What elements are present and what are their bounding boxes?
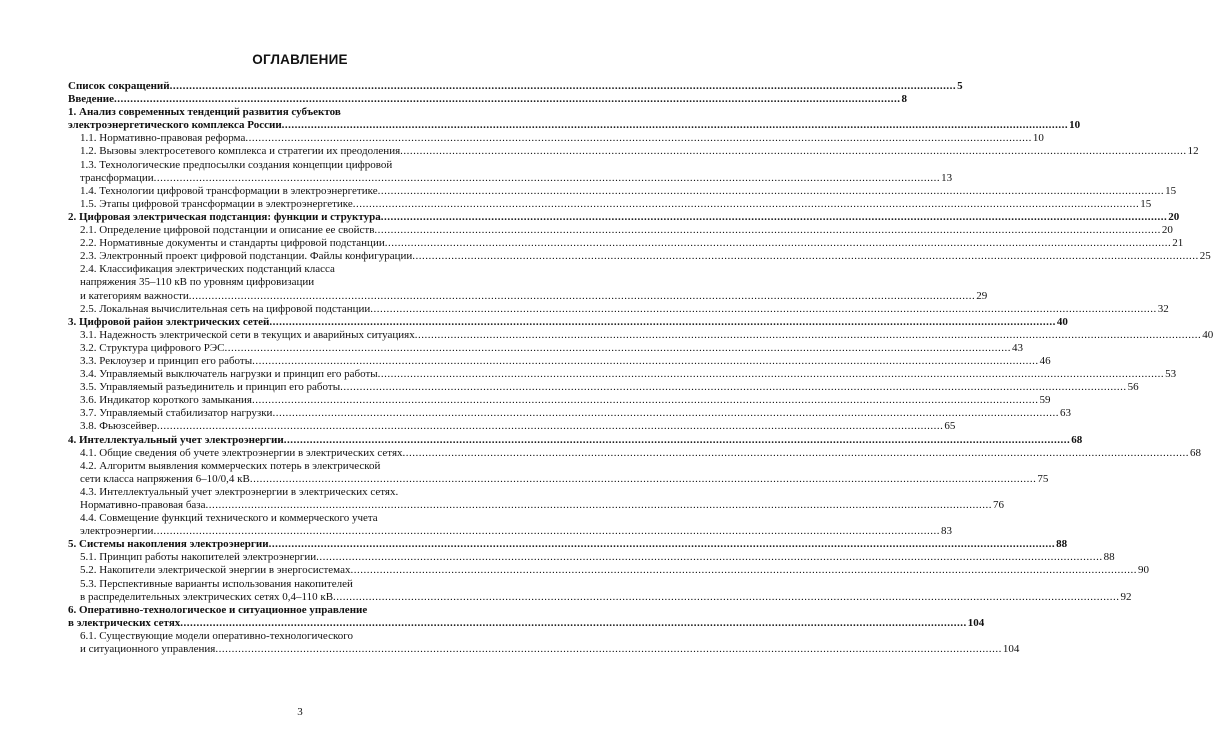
toc-page-number: 59 — [1039, 394, 1051, 407]
toc-page-number: 83 — [940, 525, 952, 538]
toc-section-entry[interactable] — [68, 341, 1023, 355]
toc-section-entry[interactable] — [68, 237, 1184, 250]
toc-page-number: 15 — [1165, 184, 1177, 197]
toc-entry-title: 2.2. Нормативные документы и стандарты цифровой подстанции — [80, 237, 385, 250]
toc-page-number: 40 — [1056, 315, 1068, 328]
toc-dot-leader — [189, 290, 976, 303]
toc-section-entry[interactable] — [68, 485, 1005, 512]
toc-page-number: 53 — [1165, 368, 1177, 381]
toc-chapter-entry[interactable] — [68, 315, 1068, 329]
toc-heading: ОГЛАВЛЕНИЕ — [252, 52, 348, 67]
toc-section-entry[interactable] — [68, 145, 1199, 158]
toc-dot-leader — [340, 381, 1127, 394]
toc-dot-leader — [170, 80, 957, 93]
toc-dot-leader — [282, 119, 1069, 132]
toc-chapter-entry[interactable] — [68, 603, 985, 630]
toc-dot-leader — [316, 551, 1103, 564]
toc-entry-title: Список сокращений — [68, 80, 170, 92]
toc-dot-leader — [378, 368, 1165, 381]
toc-dot-leader — [403, 447, 1190, 460]
toc-page-number: 43 — [1011, 341, 1023, 354]
toc-page-number: 20 — [1161, 224, 1173, 237]
toc-section-entry[interactable] — [68, 629, 1020, 656]
toc-entry-title: 1.5. Этапы цифровой трансформации в электроэнергетике — [80, 197, 353, 210]
toc-entry-title-line: 6.1. Существующие модели оперативно-технологического — [80, 629, 353, 642]
toc-dot-leader — [114, 93, 901, 106]
toc-entry-title: 4.1. Общие сведения об учете электроэнергии в электрических сетях — [80, 446, 403, 459]
toc-page-number: 92 — [1120, 590, 1132, 603]
toc-section-entry[interactable] — [68, 158, 953, 185]
toc-page-number: 104 — [1002, 643, 1020, 656]
toc-page-number: 21 — [1172, 237, 1184, 250]
toc-dot-leader — [157, 420, 944, 433]
toc-dot-leader — [412, 250, 1199, 263]
toc-entry-title: сети класса напряжения 6–10/0,4 кВ — [80, 472, 250, 485]
toc-section-entry[interactable] — [68, 551, 1115, 564]
toc-page-number: 104 — [967, 616, 985, 629]
toc-page-number: 65 — [944, 420, 956, 433]
toc-entry-title-line: 1. Анализ современных тенденций развития субъектов — [68, 106, 341, 119]
toc-dot-leader — [381, 211, 1168, 224]
toc-dot-leader — [400, 145, 1187, 158]
toc-entry-title: и категориям важности — [80, 289, 189, 302]
table-of-contents — [68, 80, 1213, 656]
toc-page-number: 10 — [1032, 132, 1044, 145]
toc-entry-title: трансформации — [80, 171, 154, 184]
toc-section-entry[interactable] — [68, 302, 1169, 316]
toc-entry-title: 3.1. Надежность электрической сети в текущих и аварийных ситуациях — [80, 328, 415, 341]
toc-page-number: 75 — [1037, 472, 1049, 485]
toc-page-number: 20 — [1168, 210, 1180, 223]
toc-page-number: 25 — [1199, 250, 1211, 263]
toc-page-number: 40 — [1202, 328, 1213, 341]
toc-entry-title: 2.1. Определение цифровой подстанции и описание ее свойств — [80, 224, 375, 237]
toc-section-entry[interactable] — [68, 368, 1177, 381]
toc-section-entry[interactable] — [68, 250, 1211, 263]
toc-entry-title: Нормативно-правовая база — [80, 499, 206, 511]
toc-section-entry[interactable] — [68, 197, 1152, 211]
toc-entry-title: электроэнергии — [80, 525, 154, 538]
toc-page-number: 68 — [1071, 433, 1083, 446]
toc-entry-title: 3.4. Управляемый выключатель нагрузки и принцип его работы — [80, 368, 378, 381]
toc-entry-title-line: 6. Оперативно-технологическое и ситуационное управление — [68, 603, 368, 616]
toc-dot-leader — [333, 591, 1120, 604]
toc-dot-leader — [378, 185, 1165, 198]
toc-dot-leader — [269, 538, 1056, 551]
toc-dot-leader — [269, 316, 1056, 329]
toc-entry-title: 5. Системы накопления электроэнергии — [68, 538, 269, 551]
toc-page-number: 63 — [1059, 407, 1071, 420]
toc-entry-title: 3.3. Реклоузер и принцип его работы — [80, 354, 253, 367]
toc-chapter-entry[interactable] — [68, 210, 1180, 224]
toc-page-number: 15 — [1140, 197, 1152, 210]
toc-entry-title-line: напряжения 35–110 кВ по уровням цифровизации — [80, 276, 315, 289]
toc-dot-leader — [154, 172, 941, 185]
toc-section-entry[interactable] — [68, 564, 1149, 577]
toc-page-number: 90 — [1137, 564, 1149, 577]
toc-dot-leader — [245, 132, 1032, 145]
toc-chapter-entry[interactable] — [68, 80, 963, 93]
toc-entry-title: 1.1. Нормативно-правовая реформа — [80, 132, 246, 145]
toc-entry-title: 1.4. Технологии цифровой трансформации в электроэнергетике — [80, 184, 378, 197]
toc-page-number: 68 — [1190, 446, 1202, 459]
toc-section-entry[interactable] — [68, 459, 1049, 486]
toc-page-number: 32 — [1157, 302, 1169, 315]
toc-chapter-entry[interactable] — [68, 93, 908, 106]
toc-section-entry[interactable] — [68, 577, 1132, 604]
toc-entry-title: в распределительных электрических сетях 0,4–110 кВ — [80, 590, 334, 603]
toc-section-entry[interactable] — [68, 381, 1139, 394]
toc-entry-title-line: 4.4. Совмещение функций технического и коммерческого учета — [80, 512, 378, 525]
toc-entry-title: 3.5. Управляемый разъединитель и принцип его работы — [80, 381, 341, 394]
toc-chapter-entry[interactable] — [68, 433, 1083, 447]
toc-page-number: 5 — [957, 80, 963, 92]
toc-entry-title: 3.8. Фьюзсейвер — [80, 420, 157, 433]
toc-dot-leader — [215, 643, 1002, 656]
toc-entry-title: 2.5. Локальная вычислительная сеть на цифровой подстанции — [80, 302, 371, 315]
toc-dot-leader — [206, 499, 993, 512]
toc-entry-title: 2.3. Электронный проект цифровой подстанции. Файлы конфигурации — [80, 250, 413, 263]
toc-section-entry[interactable] — [68, 132, 1044, 145]
toc-entry-title: в электрических сетях — [68, 616, 181, 629]
toc-dot-leader — [252, 355, 1039, 368]
toc-entry-title-line: 5.3. Перспективные варианты использования накопителей — [80, 577, 353, 590]
toc-entry-title: 5.1. Принцип работы накопителей электроэнергии — [80, 551, 317, 564]
toc-section-entry[interactable] — [68, 512, 952, 538]
toc-dot-leader — [272, 407, 1059, 420]
toc-section-entry[interactable] — [68, 224, 1173, 237]
toc-entry-title: 3.6. Индикатор короткого замыкания — [80, 394, 252, 407]
toc-page-number: 46 — [1039, 354, 1051, 367]
toc-section-entry[interactable] — [68, 394, 1051, 407]
toc-entry-title-line: 2.4. Классификация электрических подстанций класса — [80, 263, 335, 276]
toc-page-number: 88 — [1103, 551, 1115, 564]
toc-section-entry[interactable] — [68, 420, 956, 433]
toc-page-number: 8 — [901, 93, 908, 106]
toc-entry-title: 3. Цифровой район электрических сетей — [68, 315, 270, 328]
toc-section-entry[interactable] — [68, 184, 1177, 198]
toc-section-entry[interactable] — [68, 263, 988, 302]
toc-dot-leader — [370, 303, 1157, 316]
toc-dot-leader — [374, 224, 1161, 237]
toc-entry-title: 4. Интеллектуальный учет электроэнергии — [68, 433, 284, 446]
toc-entry-title: 5.2. Накопители электрической энергии в энергосистемах — [80, 564, 351, 577]
toc-section-entry[interactable] — [68, 446, 1202, 460]
toc-dot-leader — [353, 198, 1140, 211]
toc-entry-title: 3.2. Структура цифрового РЭС — [80, 341, 225, 354]
toc-chapter-entry[interactable] — [68, 106, 1081, 132]
toc-chapter-entry[interactable] — [68, 538, 1068, 551]
toc-section-entry[interactable] — [68, 354, 1051, 368]
toc-dot-leader — [180, 617, 967, 630]
toc-page-number: 76 — [993, 499, 1005, 511]
toc-entry-title-line: 4.2. Алгоритм выявления коммерческих потерь в электрической — [80, 459, 381, 472]
toc-page-number: 13 — [941, 171, 953, 184]
toc-entry-title-line: 4.3. Интеллектуальный учет электроэнергии в электрических сетях. — [80, 485, 399, 498]
toc-entry-title: электроэнергетического комплекса России — [68, 119, 282, 132]
toc-dot-leader — [385, 237, 1172, 250]
toc-dot-leader — [224, 342, 1011, 355]
toc-page-number: 88 — [1056, 538, 1068, 551]
toc-section-entry[interactable] — [68, 328, 1213, 342]
toc-dot-leader — [284, 434, 1071, 447]
toc-dot-leader — [415, 329, 1202, 342]
toc-entry-title: 1.2. Вызовы электросетевого комплекса и стратегии их преодоления — [80, 145, 401, 158]
page-number: 3 — [297, 706, 303, 718]
toc-section-entry[interactable] — [68, 407, 1071, 420]
toc-dot-leader — [250, 473, 1037, 486]
toc-entry-title: Введение — [68, 93, 115, 106]
toc-dot-leader — [350, 564, 1137, 577]
toc-entry-title: 2. Цифровая электрическая подстанция: функции и структура — [68, 210, 381, 223]
toc-entry-title: 3.7. Управляемый стабилизатор нагрузки — [80, 407, 273, 420]
toc-page-number: 12 — [1187, 145, 1199, 158]
toc-page-number: 10 — [1069, 119, 1081, 132]
toc-dot-leader — [153, 525, 940, 538]
toc-page-number: 29 — [976, 289, 988, 302]
toc-page-number: 56 — [1127, 381, 1139, 394]
toc-dot-leader — [252, 394, 1039, 407]
toc-entry-title-line: 1.3. Технологические предпосылки создания концепции цифровой — [80, 158, 393, 171]
toc-entry-title: и ситуационного управления — [80, 643, 216, 656]
